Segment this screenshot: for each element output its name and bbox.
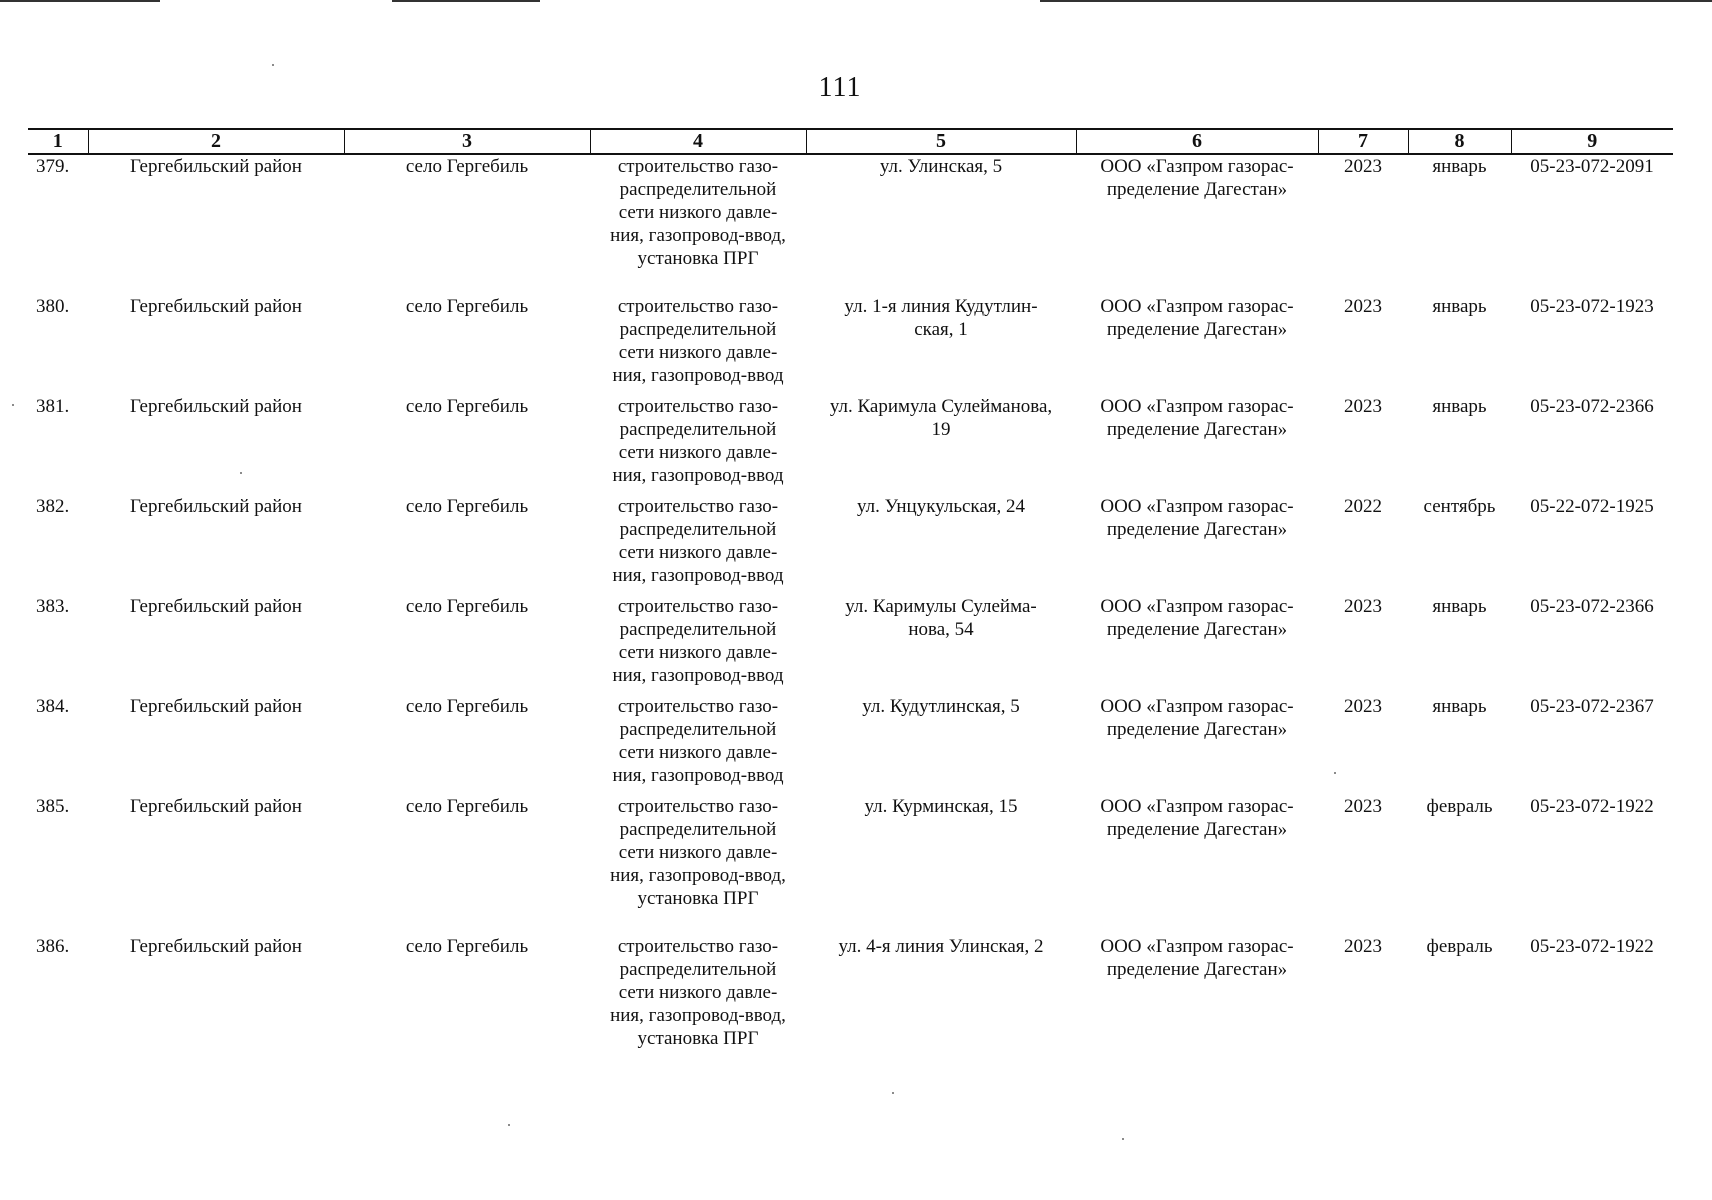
address-cell: ул. Унцукульская, 24 [856,496,1026,517]
organization-cell: ООО «Газпром газорас- пределение Дагестан» [1100,296,1294,340]
scan-speck [12,404,14,406]
settlement-cell: село Гергебиль [405,936,529,957]
code-cell: 05-23-072-1922 [1530,936,1654,957]
row-number: 386. [36,936,70,957]
organization-cell: ООО «Газпром газорас- пределение Дагестан» [1100,936,1294,980]
address-cell: ул. Курминская, 15 [864,796,1018,817]
month-cell: февраль [1426,796,1493,817]
year-cell: 2023 [1344,296,1382,317]
organization-cell: ООО «Газпром газорас- пределение Дагестан» [1100,396,1294,440]
year-cell: 2023 [1344,396,1382,417]
month-cell: январь [1432,296,1487,317]
register-table [28,128,1673,1075]
code-cell: 05-23-072-2366 [1530,396,1654,417]
address-cell: ул. 1-я линия Кудутлин- ская, 1 [844,296,1038,340]
year-cell: 2023 [1344,596,1382,617]
column-number-row [28,129,1673,154]
column-header: 8 [1408,129,1511,154]
district-cell: Гергебильский район [130,936,302,957]
table-row [28,795,1673,935]
month-cell: январь [1432,156,1487,177]
column-header: 3 [344,129,590,154]
column-header: 2 [88,129,344,154]
year-cell: 2022 [1344,496,1382,517]
settlement-cell: село Гергебиль [405,296,529,317]
organization-cell: ООО «Газпром газорас- пределение Дагестан» [1100,696,1294,740]
settlement-cell: село Гергебиль [405,496,529,517]
district-cell: Гергебильский район [130,696,302,717]
row-number: 379. [36,156,70,177]
organization-cell: ООО «Газпром газорас- пределение Дагестан» [1100,496,1294,540]
district-cell: Гергебильский район [130,396,302,417]
settlement-cell: село Гергебиль [405,596,529,617]
work-cell: строительство газо- распределительной сети низкого давле- ния, газопровод-ввод, установка ПРГ [610,936,786,1049]
work-cell: строительство газо- распределительной сети низкого давле- ния, газопровод-ввод [612,696,784,786]
work-cell: строительство газо- распределительной сети низкого давле- ния, газопровод-ввод [612,596,784,686]
code-cell: 05-23-072-1923 [1530,296,1654,317]
month-cell: сентябрь [1423,496,1496,517]
address-cell: ул. Каримулы Сулейма- нова, 54 [845,596,1037,640]
table-row [28,395,1673,495]
address-cell: ул. Улинская, 5 [879,156,1003,177]
settlement-cell: село Гергебиль [405,156,529,177]
district-cell: Гергебильский район [130,596,302,617]
column-header: 5 [806,129,1076,154]
table-row [28,495,1673,595]
column-header: 4 [590,129,806,154]
district-cell: Гергебильский район [130,496,302,517]
row-number: 382. [36,496,70,517]
district-cell: Гергебильский район [130,796,302,817]
scan-speck [508,1124,510,1126]
row-number: 383. [36,596,70,617]
code-cell: 05-22-072-1925 [1530,496,1654,517]
address-cell: ул. 4-я линия Улинская, 2 [838,936,1044,957]
work-cell: строительство газо- распределительной сети низкого давле- ния, газопровод-ввод, установка ПРГ [610,156,786,269]
column-header: 7 [1318,129,1408,154]
table-row [28,595,1673,695]
year-cell: 2023 [1344,156,1382,177]
month-cell: январь [1432,696,1487,717]
scan-speck [892,1092,894,1094]
scan-speck [1122,1138,1124,1140]
month-cell: январь [1432,596,1487,617]
table-row [28,935,1673,1075]
code-cell: 05-23-072-2367 [1530,696,1654,717]
scan-edge-right [1040,0,1712,2]
organization-cell: ООО «Газпром газорас- пределение Дагестан» [1100,596,1294,640]
column-header: 1 [28,129,88,154]
work-cell: строительство газо- распределительной сети низкого давле- ния, газопровод-ввод, установка ПРГ [610,796,786,909]
address-cell: ул. Каримула Сулейманова, 19 [829,396,1053,440]
year-cell: 2023 [1344,936,1382,957]
row-number: 385. [36,796,70,817]
year-cell: 2023 [1344,796,1382,817]
code-cell: 05-23-072-1922 [1530,796,1654,817]
code-cell: 05-23-072-2366 [1530,596,1654,617]
work-cell: строительство газо- распределительной сети низкого давле- ния, газопровод-ввод [612,296,784,386]
organization-cell: ООО «Газпром газорас- пределение Дагестан» [1100,796,1294,840]
scan-speck [240,472,242,474]
table-row [28,295,1673,395]
scan-speck [272,64,274,66]
scan-edge-mid [392,0,540,2]
district-cell: Гергебильский район [130,296,302,317]
page-number: 111 [818,72,862,103]
table-row [28,154,1673,295]
column-header: 9 [1511,129,1673,154]
work-cell: строительство газо- распределительной сети низкого давле- ния, газопровод-ввод [612,396,784,486]
address-cell: ул. Кудутлинская, 5 [862,696,1020,717]
row-number: 380. [36,296,70,317]
year-cell: 2023 [1344,696,1382,717]
month-cell: январь [1432,396,1487,417]
scan-edge-left [0,0,160,2]
settlement-cell: село Гергебиль [405,796,529,817]
column-header: 6 [1076,129,1318,154]
code-cell: 05-23-072-2091 [1530,156,1654,177]
settlement-cell: село Гергебиль [405,396,529,417]
row-number: 384. [36,696,70,717]
organization-cell: ООО «Газпром газорас- пределение Дагестан» [1100,156,1294,200]
district-cell: Гергебильский район [130,156,302,177]
settlement-cell: село Гергебиль [405,696,529,717]
month-cell: февраль [1426,936,1493,957]
scan-speck [1334,772,1336,774]
table-row [28,695,1673,795]
row-number: 381. [36,396,70,417]
work-cell: строительство газо- распределительной сети низкого давле- ния, газопровод-ввод [612,496,784,586]
